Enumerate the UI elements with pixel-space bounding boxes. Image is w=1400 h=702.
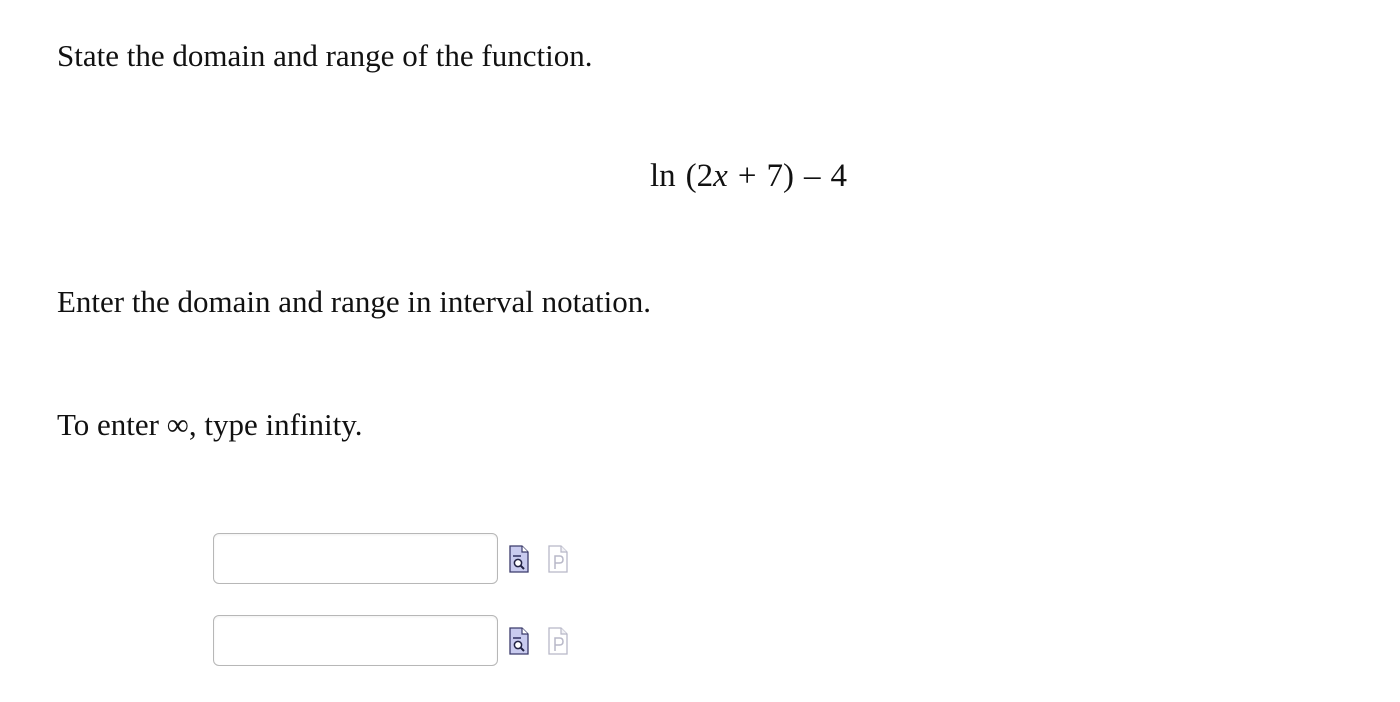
infinity-note-before: To enter xyxy=(57,407,159,442)
formula-open: (2 xyxy=(685,158,714,194)
interval-instruction: Enter the domain and range in interval notation. xyxy=(57,284,651,319)
infinity-symbol: ∞ xyxy=(166,407,189,442)
formula-plus: + xyxy=(737,158,757,194)
formula-four: 4 xyxy=(830,158,847,194)
domain-row xyxy=(0,533,700,585)
infinity-note-after: , type infinity. xyxy=(188,407,363,442)
question-prompt: State the domain and range of the function. xyxy=(57,38,593,73)
domain-input[interactable] xyxy=(213,533,498,584)
function-formula xyxy=(650,160,847,193)
equation-preview-icon[interactable] xyxy=(508,626,530,656)
range-input[interactable] xyxy=(213,615,498,666)
parse-p-icon[interactable] xyxy=(547,544,569,574)
parse-p-icon[interactable] xyxy=(547,626,569,656)
infinity-note xyxy=(57,409,362,440)
formula-seven-close: 7) xyxy=(766,158,794,194)
range-row xyxy=(0,615,700,667)
formula-minus: – xyxy=(803,158,821,194)
formula-variable: x xyxy=(713,158,728,194)
formula-ln: ln xyxy=(650,158,676,194)
equation-preview-icon[interactable] xyxy=(508,544,530,574)
